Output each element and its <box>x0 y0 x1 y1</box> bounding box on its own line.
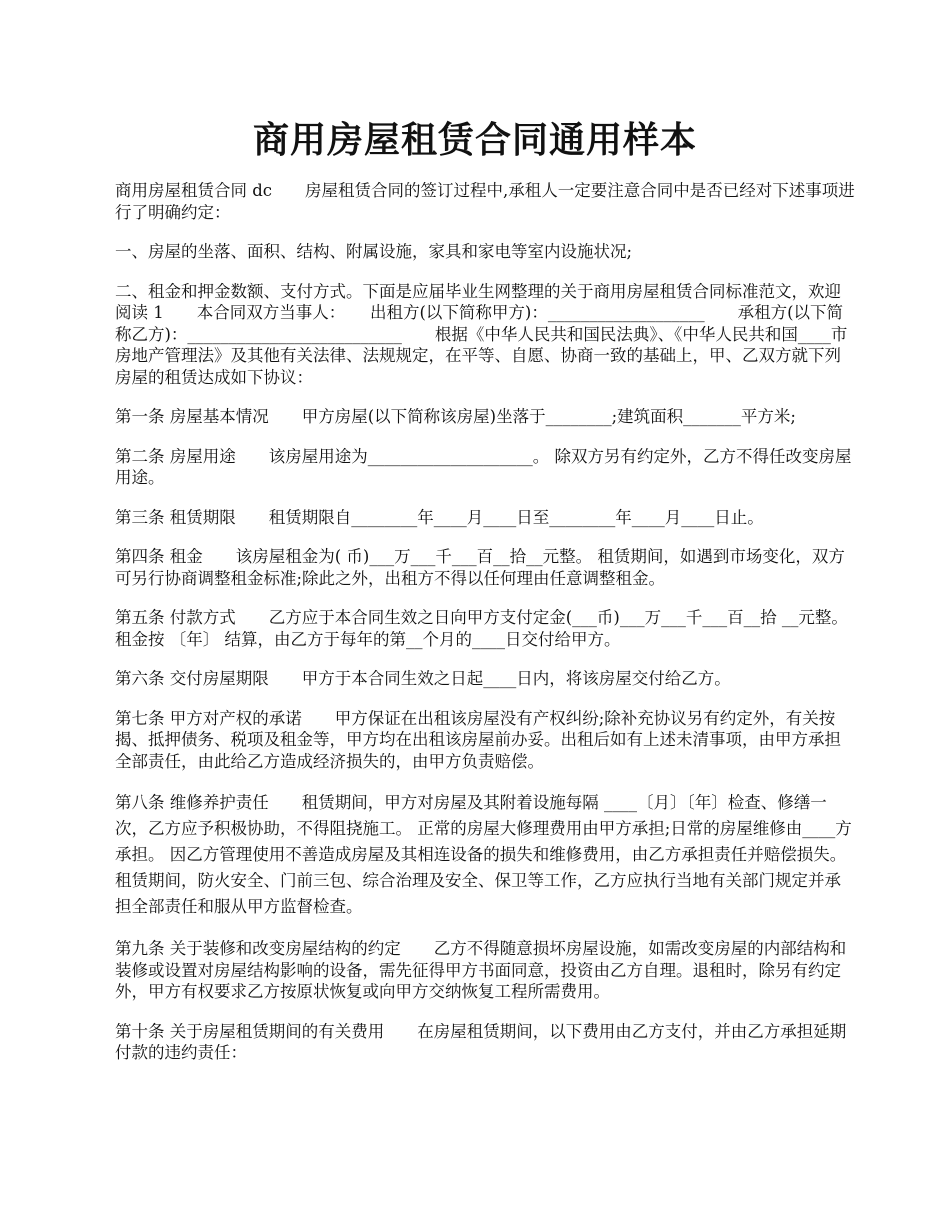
document-body <box>115 180 855 1082</box>
paragraph-article-4: 第四条 租金 该房屋租金为( 币)___万___千___百__拾__元整。 租赁期间，如遇到市场变化，双方可另行协商调整租金标准;除此之外，出租方不得以任何理由任意调整租金。 <box>115 547 845 588</box>
paragraph-intro: 商用房屋租赁合同 dc 房屋租赁合同的签订过程中,承租人一定要注意合同中是否已经对下述事项进行了明确约定： <box>115 181 855 222</box>
paragraph-article-5: 第五条 付款方式 乙方应于本合同生效之日向甲方支付定金(___币)___万___千___百__拾 __元整。租金按 〔年〕 结算，由乙方于每年的第__个月的____日交付给甲方。 <box>115 608 848 649</box>
paragraph-article-2: 第二条 房屋用途 该房屋用途为____________________。 除双方另有约定外，乙方不得任改变房屋用途。 <box>115 446 852 487</box>
paragraph-item-1: 一、房屋的坐落、面积、结构、附属设施，家具和家电等室内设施状况; <box>115 242 633 261</box>
paragraph-article-6: 第六条 交付房屋期限 甲方于本合同生效之日起____日内，将该房屋交付给乙方。 <box>115 669 731 688</box>
paragraph-article-1: 第一条 房屋基本情况 甲方房屋(以下简称该房屋)坐落于________;建筑面积_______平方米; <box>115 407 796 426</box>
paragraph-article-7: 第七条 甲方对产权的承诺 甲方保证在出租该房屋没有产权纠纷;除补充协议另有约定外，有关按揭、抵押债务、税项及租金等，甲方均在出租该房屋前办妥。出租后如有上述未清事项，由甲方承担全部责任，由此给乙方造成经济损失的，由甲方负责赔偿。 <box>115 708 841 771</box>
paragraph-item-2: 二、租金和押金数额、支付方式。下面是应届毕业生网整理的关于商用房屋租赁合同标准范文，欢迎阅读 1 本合同双方当事人： 出租方(以下简称甲方)：___________________ 承租方(以下简称乙方)：__________________________ 根据《中华人民共和国民法典》、《中华人民共和国____市房地产管理法》及其他有关法律、法规规定，在平等、自愿、协商一致的基础上，甲、乙双方就下列房屋的租赁达成如下协议： <box>115 281 848 387</box>
paragraph-article-10: 第十条 关于房屋租赁期间的有关费用 在房屋租赁期间，以下费用由乙方支付，并由乙方承担延期付款的违约责任： <box>115 1021 847 1062</box>
paragraph-article-8: 第八条 维修养护责任 租赁期间，甲方对房屋及其附着设施每隔 ____〔月〕〔年〕检查、修缮一次，乙方应予积极协助，不得阻挠施工。 正常的房屋大修理费用由甲方承担;日常的房屋维修由____方承担。 因乙方管理使用不善造成房屋及其相连设备的损失和维修费用，由乙方承担责任并赔偿损失。 租赁期间，防火安全、门前三包、综合治理及安全、保卫等工作，乙方应执行当地有关部门规定并承担全部责任和服从甲方监督检查。 <box>115 793 852 916</box>
paragraph-article-9: 第九条 关于装修和改变房屋结构的约定 乙方不得随意损坏房屋设施，如需改变房屋的内部结构和装修或设置对房屋结构影响的设备，需先征得甲方书面同意，投资由乙方自理。退租时，除另有约定外，甲方有权要求乙方按原状恢复或向甲方交纳恢复工程所需费用。 <box>115 939 847 1001</box>
paragraph-article-3: 第三条 租赁期限 租赁期限自________年____月____日至________年____月____日止。 <box>115 507 764 527</box>
document-title: 商用房屋租赁合同通用样本 <box>252 119 697 161</box>
